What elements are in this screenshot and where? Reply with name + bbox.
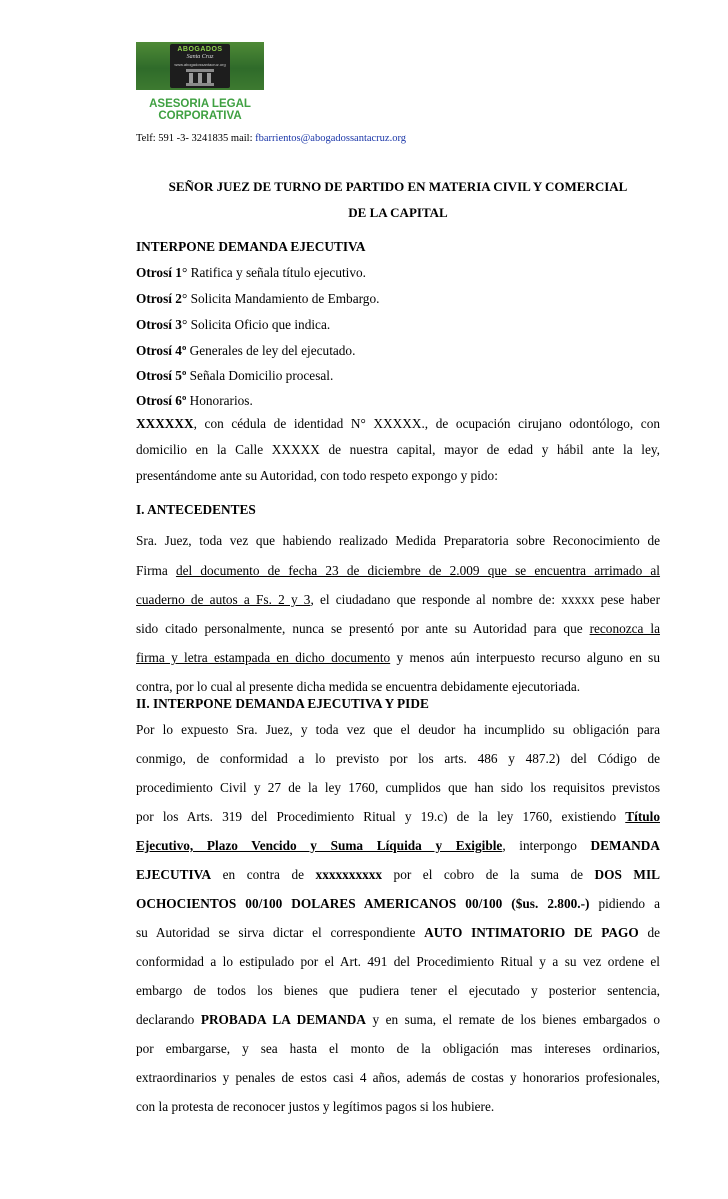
underlined-text: cuaderno de autos a Fs. 2 y 3 bbox=[136, 592, 311, 607]
text-run: de bbox=[638, 925, 661, 940]
text-run: en contra de bbox=[211, 867, 316, 882]
otrosi-text: Solicita Oficio que indica. bbox=[187, 317, 331, 332]
otrosi-sup: º bbox=[181, 368, 187, 383]
otrosi-label: Otrosí 4 bbox=[136, 343, 182, 358]
otrosi-sup: ° bbox=[181, 291, 188, 306]
underlined-text: reconozca la bbox=[589, 621, 660, 636]
contact-line bbox=[136, 132, 406, 146]
phone-text: Telf: 591 -3- 3241835 bbox=[136, 133, 229, 144]
paragraph-line: embargo de todos los bienes que pudiera tener el ejecutado y posterior sentencia, bbox=[136, 983, 660, 998]
bold-text: OCHOCIENTOS 00/100 DOLARES AMERICANOS 00/100 ($us. 2.800.-) bbox=[136, 896, 590, 911]
otrosi-label: Otrosí 6 bbox=[136, 393, 182, 408]
paragraph-line: conformidad a lo estipulado por el Art. 491 del Procedimiento Ritual y a su vez ordene el bbox=[136, 954, 660, 969]
otrosi-text: Señala Domicilio procesal. bbox=[186, 368, 334, 383]
columns-icon bbox=[186, 69, 214, 86]
paragraph-line bbox=[136, 592, 660, 608]
otrosi-label: Otrosí 5 bbox=[136, 368, 182, 383]
otrosi-sup: º bbox=[181, 393, 187, 408]
paragraph-line: conmigo, de conformidad a lo previsto por los arts. 486 y 487.2) del Código de bbox=[136, 751, 660, 766]
bold-text: EJECUTIVA bbox=[136, 867, 212, 882]
mail-address: fbarrientos@abogadossantacruz.org bbox=[255, 133, 407, 144]
section-title: I. ANTECEDENTES bbox=[136, 502, 256, 517]
otrosi-label: Otrosí 2 bbox=[136, 291, 182, 306]
text-run: sido citado personalmente, nunca se presentó por ante su Autoridad para que bbox=[136, 621, 590, 636]
paragraph-line bbox=[136, 925, 660, 941]
paragraph-line bbox=[136, 896, 660, 912]
paragraph-line: por embargarse, y sea hasta el monto de la obligación mas intereses ordinarios, bbox=[136, 1041, 660, 1056]
otrosi-text: Honorarios. bbox=[186, 393, 253, 408]
paragraph-line: Por lo expuesto Sra. Juez, y toda vez que el deudor ha incumplido su obligación para bbox=[136, 722, 660, 737]
bold-text: PROBADA LA DEMANDA bbox=[200, 1012, 366, 1027]
mail-label: mail: bbox=[230, 133, 253, 144]
paragraph-line: contra, por lo cual al presente dicha medida se encuentra debidamente ejecutoriada. bbox=[136, 679, 581, 694]
company-logo bbox=[136, 42, 264, 130]
otrosi-item bbox=[136, 291, 660, 307]
otrosi-item bbox=[136, 343, 660, 359]
otrosi-sup: º bbox=[181, 343, 187, 358]
intro-line: domicilio en la Calle XXXXX de nuestra capital, mayor de edad y hábil ante la ley, bbox=[136, 442, 660, 457]
text-run: Firma bbox=[136, 563, 176, 578]
paragraph-line: extraordinarios y penales de estos casi 4 años, además de costas y honorarios profesionales, bbox=[136, 1070, 660, 1085]
paragraph-line: Sra. Juez, toda vez que habiendo realizado Medida Preparatoria sobre Reconocimiento de bbox=[136, 533, 660, 548]
otrosi-item bbox=[136, 368, 660, 384]
underlined-bold-text: Título bbox=[625, 809, 660, 824]
intro-line: presentándome ante su Autoridad, con todo respeto expongo y pido: bbox=[136, 468, 498, 483]
intro-line bbox=[136, 416, 660, 432]
paragraph-line bbox=[136, 563, 660, 579]
paragraph-line bbox=[136, 621, 660, 637]
otrosi-text: Solicita Mandamiento de Embargo. bbox=[187, 291, 380, 306]
otrosi-item bbox=[136, 265, 660, 281]
bold-text: AUTO INTIMATORIO DE PAGO bbox=[424, 925, 639, 940]
logo-name bbox=[136, 98, 264, 122]
logo-name-line1: ASESORIA LEGAL bbox=[149, 98, 251, 110]
paragraph-line bbox=[136, 809, 660, 825]
paragraph-line bbox=[136, 1012, 660, 1028]
court-address-line2: DE LA CAPITAL bbox=[348, 205, 448, 220]
otrosi-text: Generales de ley del ejecutado. bbox=[186, 343, 356, 358]
text-run: su Autoridad se sirva dictar el correspondiente bbox=[136, 925, 425, 940]
otrosi-label: Otrosí 1 bbox=[136, 265, 182, 280]
text-run: y en suma, el remate de los bienes embargados o bbox=[366, 1012, 660, 1027]
document-heading: INTERPONE DEMANDA EJECUTIVA bbox=[136, 239, 366, 254]
bold-text: DEMANDA bbox=[590, 838, 660, 853]
paragraph-line bbox=[136, 838, 660, 854]
otrosi-item bbox=[136, 393, 660, 409]
text-run: declarando bbox=[136, 1012, 201, 1027]
text-run: por los Arts. 319 del Procedimiento Ritual y 19.c) de la ley 1760, existiendo bbox=[136, 809, 626, 824]
text-run: por el cobro de la suma de bbox=[382, 867, 595, 882]
section-title: II. INTERPONE DEMANDA EJECUTIVA Y PIDE bbox=[136, 696, 429, 711]
otrosi-sup: ° bbox=[181, 265, 188, 280]
logo-brand: ABOGADOS bbox=[177, 46, 223, 53]
logo-url: www.abogadossantacruz.org bbox=[174, 62, 226, 67]
otrosi-text: Ratifica y señala título ejecutivo. bbox=[187, 265, 366, 280]
court-address-line1: SEÑOR JUEZ DE TURNO DE PARTIDO EN MATERIA CIVIL Y COMERCIAL bbox=[168, 179, 628, 194]
intro-text: , con cédula de identidad N° XXXXX., de ocupación cirujano odontólogo, con bbox=[193, 416, 660, 431]
paragraph-line: procedimiento Civil y 27 de la ley 1760, cumplidos que han sido los requisitos previstos bbox=[136, 780, 660, 795]
text-run: y menos aún interpuesto recurso alguno en su bbox=[390, 650, 660, 665]
text-run: , interpongo bbox=[502, 838, 591, 853]
otrosi-sup: ° bbox=[181, 317, 188, 332]
logo-brand-script: Santa Cruz bbox=[186, 54, 214, 60]
logo-name-line2: CORPORATIVA bbox=[158, 110, 242, 122]
text-run: pidiendo a bbox=[589, 896, 660, 911]
paragraph-line: con la protesta de reconocer justos y legítimos pagos si los hubiere. bbox=[136, 1099, 495, 1114]
paragraph-line bbox=[136, 867, 660, 883]
text-run: , el ciudadano que responde al nombre de: xxxxx pese haber bbox=[310, 592, 661, 607]
bold-text: xxxxxxxxxx bbox=[315, 867, 383, 882]
paragraph-line bbox=[136, 650, 660, 666]
underlined-bold-text: Ejecutivo, Plazo Vencido y Suma Líquida y Exigible bbox=[136, 838, 503, 853]
bold-text: DOS MIL bbox=[594, 867, 660, 882]
underlined-text: del documento de fecha 23 de diciembre de 2.009 que se encuentra arrimado al bbox=[175, 563, 661, 578]
otrosi-item bbox=[136, 317, 660, 333]
underlined-text: firma y letra estampada en dicho documento bbox=[136, 650, 391, 665]
otrosi-label: Otrosí 3 bbox=[136, 317, 182, 332]
plaintiff-name: XXXXXX bbox=[136, 416, 194, 431]
